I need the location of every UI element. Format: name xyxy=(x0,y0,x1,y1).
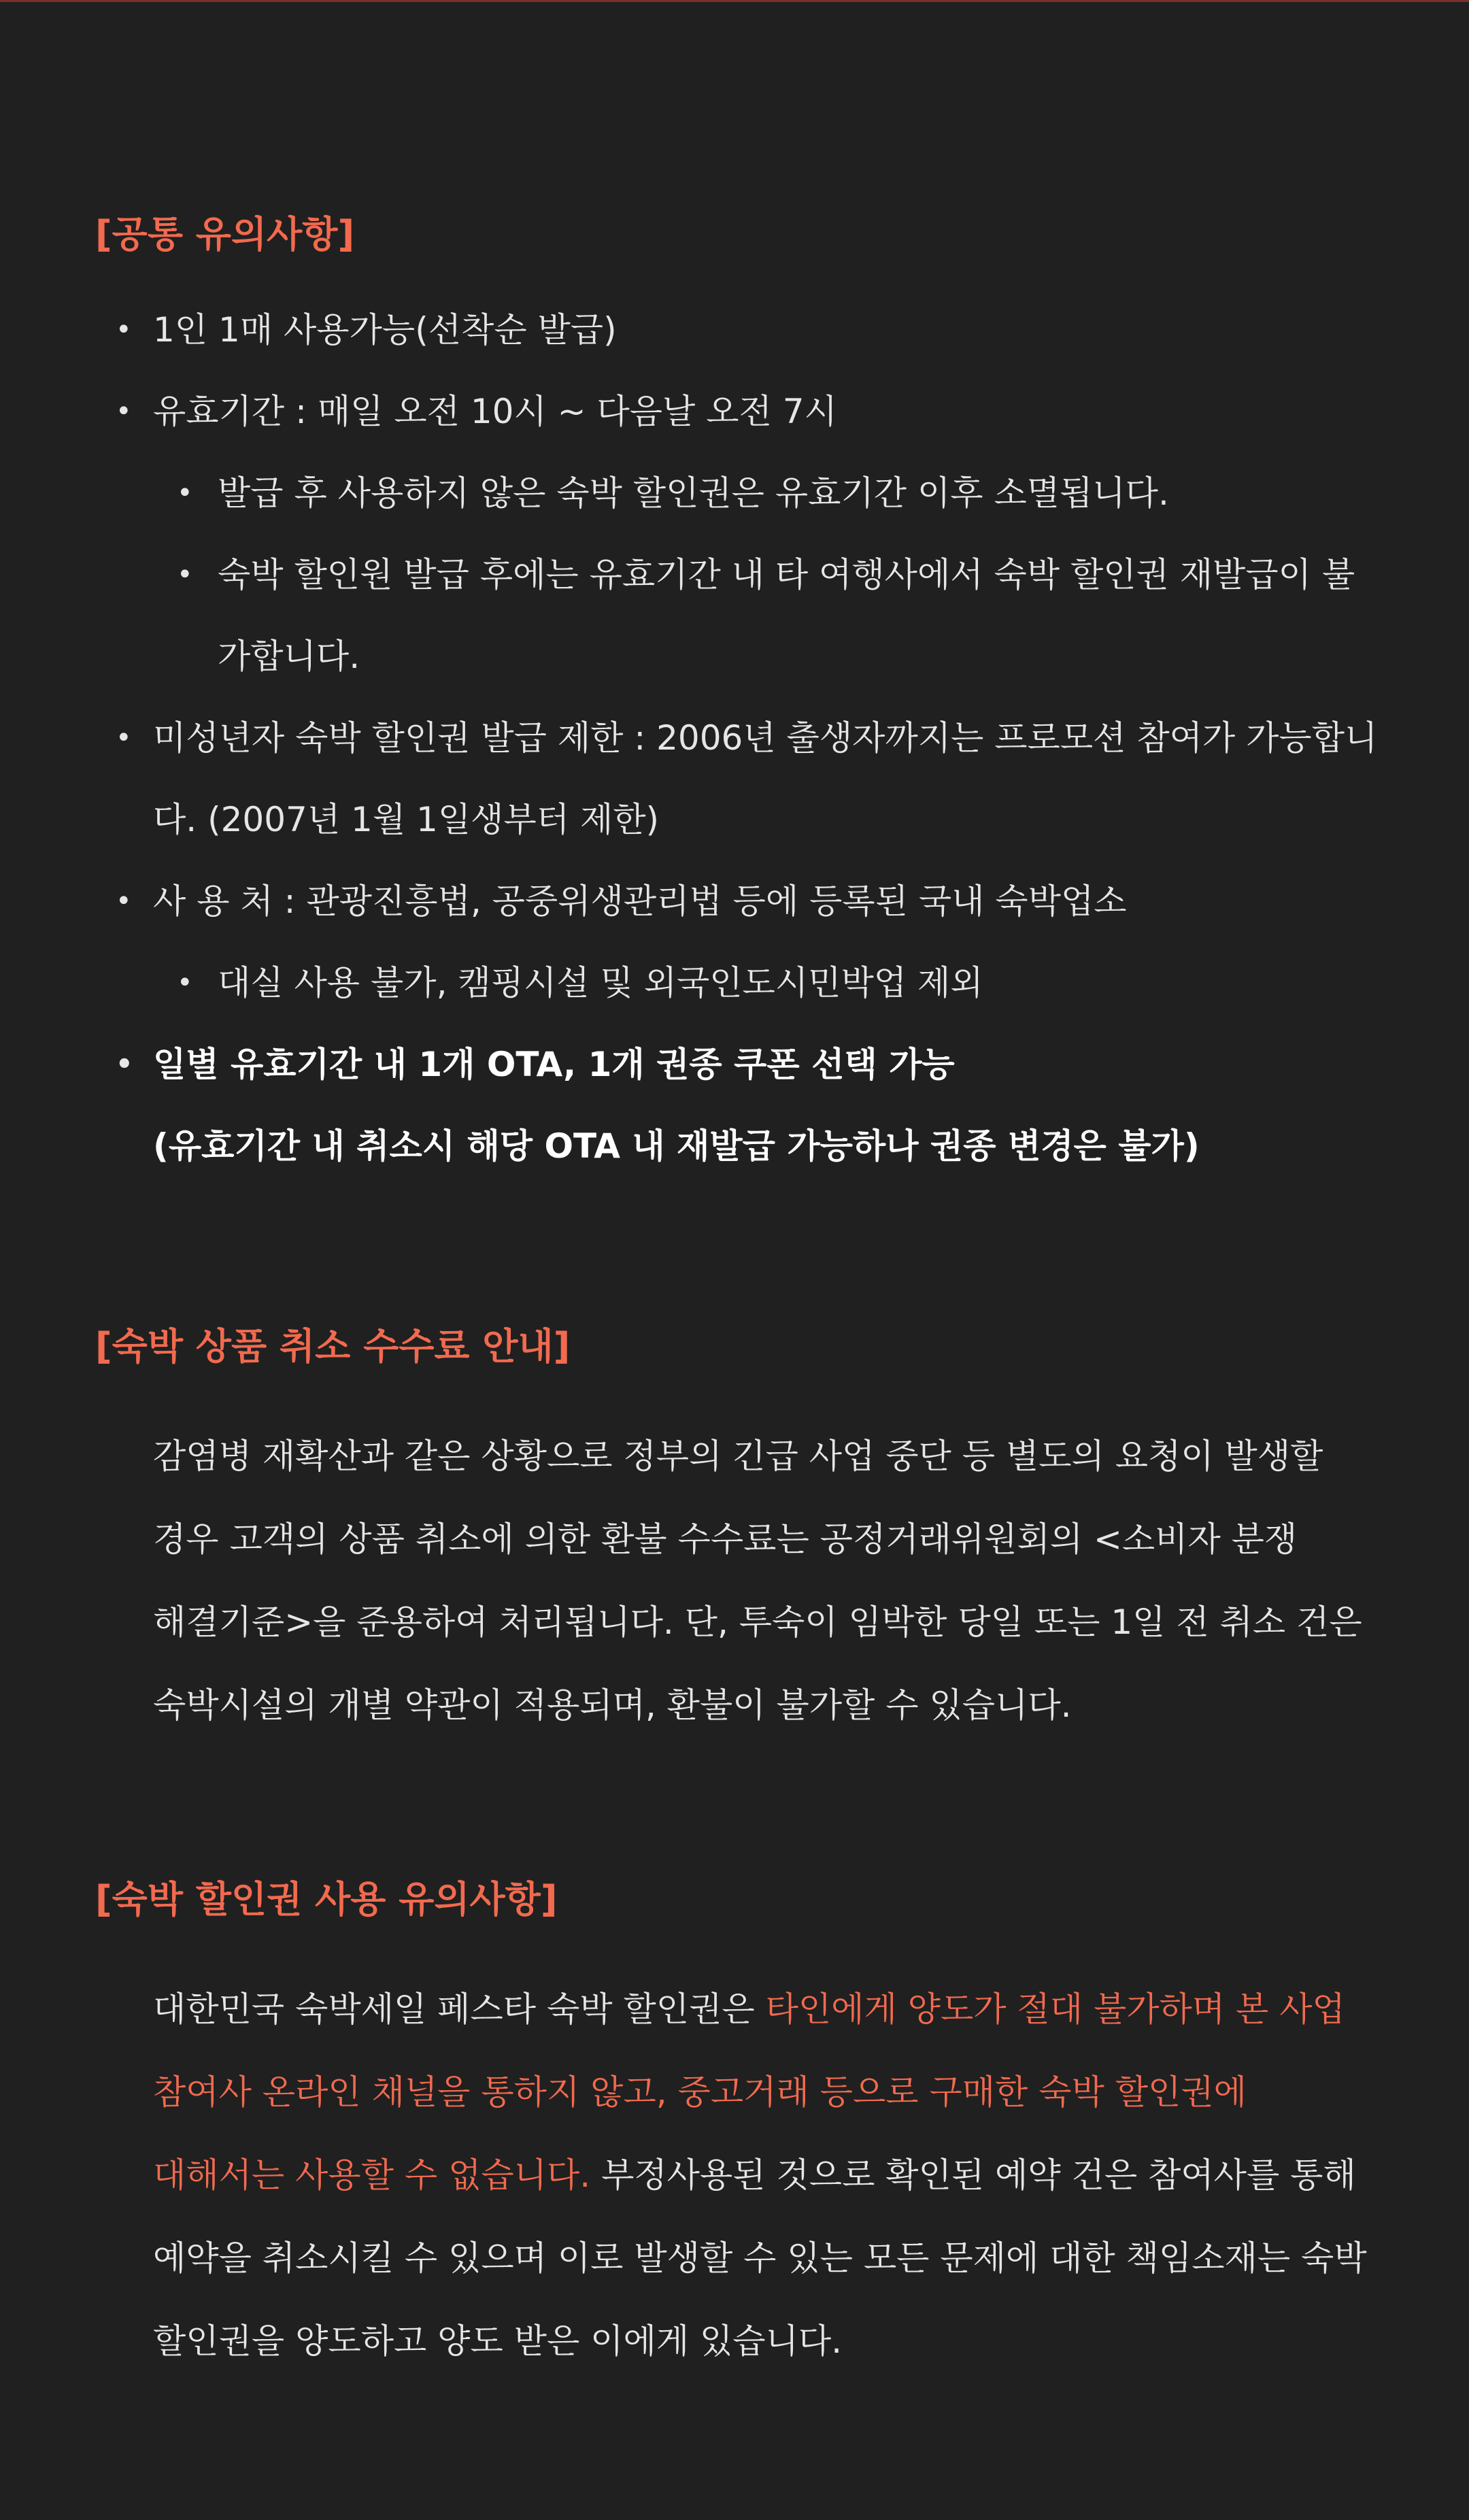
list-item: • 1인 1매 사용가능(선착순 발급) xyxy=(95,289,1381,371)
cancel-fee-heading: [숙박 상품 취소 수수료 안내] xyxy=(95,1325,571,1368)
list-item: • 유효기간 : 매일 오전 10시 ~ 다음날 오전 7시 xyxy=(95,371,1381,452)
list-item: • 숙박 할인원 발급 후에는 유효기간 내 타 여행사에서 숙박 할인권 재발급이 불가합니다. xyxy=(95,534,1381,697)
bullet-icon: • xyxy=(116,314,132,346)
list-item: • 사 용 처 : 관광진흥법, 공중위생관리법 등에 등록된 국내 숙박업소 xyxy=(95,860,1381,942)
bullet-icon: • xyxy=(177,967,193,998)
common-notice-list xyxy=(95,289,1381,1187)
bullet-icon: • xyxy=(177,559,193,590)
list-item: • 일별 유효기간 내 1개 OTA, 1개 권종 쿠폰 선택 가능 (유효기간 내 취소시 해당 OTA 내 재발급 가능하나 권종 변경은 불가) xyxy=(95,1024,1381,1187)
bullet-icon: • xyxy=(116,396,132,427)
bullet-icon: • xyxy=(177,477,193,509)
bullet-icon: • xyxy=(116,886,132,917)
list-item: • 발급 후 사용하지 않은 숙박 할인권은 유효기간 이후 소멸됩니다. xyxy=(95,452,1381,534)
voucher-usage-heading: [숙박 할인권 사용 유의사항] xyxy=(95,1878,558,1921)
voucher-usage-paragraph: 대한민국 숙박세일 페스타 숙박 할인권은 타인에게 양도가 절대 불가하며 본 사업 참여사 온라인 채널을 통하지 않고, 중고거래 등으로 구매한 숙박 할인권에 대해서는 사용할 수 없습니다. 부정사용된 것으로 확인된 예약 건은 참여사를 통해 예약을 취소시킬 수 있으며 이로 발생할 수 있는 모든 문제에 대한 책임소재는 숙박 할인권을 양도하고 양도 받은 이에게 있습니다. xyxy=(153,1989,1367,2361)
bullet-icon: • xyxy=(116,1049,133,1080)
warning-highlight: 타인에게 양도가 절대 불가하며 본 사업 참여사 온라인 채널을 통하지 않고, 중고거래 등으로 구매한 숙박 할인권에 대해서는 사용할 수 없습니다. xyxy=(153,1989,1345,2195)
list-item: • 미성년자 숙박 할인권 발급 제한 : 2006년 출생자까지는 프로모션 참여가 가능합니다. (2007년 1월 1일생부터 제한) xyxy=(95,697,1381,860)
bullet-icon: • xyxy=(116,722,132,754)
list-item: • 대실 사용 불가, 캠핑시설 및 외국인도시민박업 제외 xyxy=(95,942,1381,1024)
common-notice-heading: [공통 유의사항] xyxy=(95,213,355,256)
cancel-fee-paragraph: 감염병 재확산과 같은 상황으로 정부의 긴급 사업 중단 등 별도의 요청이 발생할 경우 고객의 상품 취소에 의한 환불 수수료는 공정거래위원회의 <소비자 분쟁 해결기준>을 준용하여 처리됩니다. 단, 투숙이 임박한 당일 또는 1일 전 취소 건은 숙박시설의 개별 약관이 적용되며, 환불이 불가할 수 있습니다. xyxy=(153,1437,1362,1725)
